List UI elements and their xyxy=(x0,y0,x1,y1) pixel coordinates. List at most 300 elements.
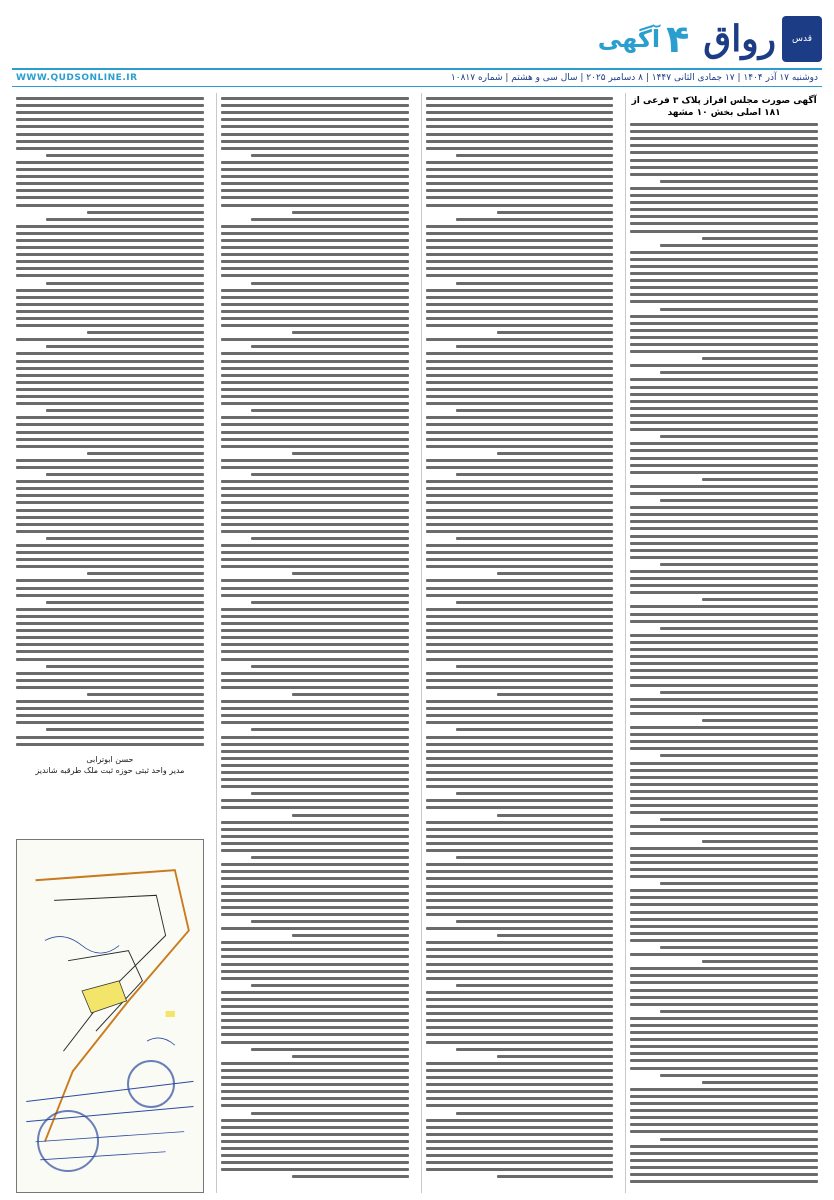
text-line xyxy=(426,1147,614,1150)
text-line xyxy=(221,260,409,263)
text-line xyxy=(426,927,614,930)
text-line xyxy=(660,308,818,311)
text-line xyxy=(46,282,204,285)
text-line xyxy=(221,1083,409,1086)
text-line xyxy=(221,1154,409,1157)
text-line xyxy=(630,1024,818,1027)
text-line xyxy=(630,875,818,878)
text-line xyxy=(221,367,409,370)
text-line xyxy=(16,679,204,682)
text-line xyxy=(16,416,204,419)
text-line xyxy=(292,934,408,937)
text-line xyxy=(221,494,409,497)
text-line xyxy=(221,955,409,958)
text-columns xyxy=(12,93,822,1193)
text-line xyxy=(426,643,614,646)
text-line xyxy=(221,757,409,760)
text-line xyxy=(221,303,409,306)
text-line xyxy=(221,948,409,951)
text-line xyxy=(16,147,204,150)
text-line xyxy=(426,445,614,448)
text-line xyxy=(702,1081,818,1084)
text-line xyxy=(456,218,614,221)
text-line xyxy=(221,842,409,845)
text-line xyxy=(630,918,818,921)
text-line xyxy=(221,686,409,689)
text-line xyxy=(221,544,409,547)
text-line xyxy=(221,870,409,873)
signature-title: مدیر واحد ثبتی حوزه ثبت ملک طرقبه شاندیز xyxy=(35,765,185,775)
text-line xyxy=(251,1048,409,1051)
text-line xyxy=(221,487,409,490)
text-line xyxy=(221,1097,409,1100)
text-line xyxy=(16,565,204,568)
text-line xyxy=(426,587,614,590)
text-line xyxy=(16,324,204,327)
text-line xyxy=(221,466,409,469)
column-2 xyxy=(421,93,618,1193)
website-link[interactable]: WWW.QUDSONLINE.IR xyxy=(16,73,138,83)
text-line xyxy=(221,416,409,419)
text-line xyxy=(221,771,409,774)
text-line xyxy=(426,118,614,121)
text-line xyxy=(87,572,203,575)
text-line xyxy=(630,747,818,750)
text-line xyxy=(426,622,614,625)
text-line xyxy=(46,537,204,540)
text-line xyxy=(251,345,409,348)
text-line xyxy=(456,728,614,731)
text-line xyxy=(16,168,204,171)
text-line xyxy=(221,587,409,590)
text-line xyxy=(426,501,614,504)
text-line xyxy=(660,691,818,694)
text-line xyxy=(630,1123,818,1126)
text-line xyxy=(630,939,818,942)
text-line xyxy=(630,896,818,899)
text-line xyxy=(426,899,614,902)
text-line xyxy=(16,395,204,398)
text-line xyxy=(221,594,409,597)
text-line xyxy=(221,707,409,710)
text-line xyxy=(702,357,818,360)
text-line xyxy=(426,516,614,519)
text-line xyxy=(426,523,614,526)
text-line xyxy=(221,509,409,512)
text-line xyxy=(426,1041,614,1044)
text-line xyxy=(630,130,818,133)
column-1-text xyxy=(630,123,818,1183)
text-line xyxy=(426,579,614,582)
text-line xyxy=(497,934,613,937)
text-line xyxy=(630,1116,818,1119)
text-line xyxy=(456,601,614,604)
text-line xyxy=(251,218,409,221)
text-line xyxy=(630,1109,818,1112)
text-line xyxy=(16,579,204,582)
text-line xyxy=(630,1017,818,1020)
text-line xyxy=(426,1140,614,1143)
text-line xyxy=(497,452,613,455)
text-line xyxy=(221,1062,409,1065)
ad-title: آگهی صورت مجلس افراز پلاک ۳ فرعی از ۱۸۱ اصلی بخش ۱۰ مشهد xyxy=(631,96,817,118)
text-line xyxy=(426,970,614,973)
text-line xyxy=(221,395,409,398)
text-line xyxy=(456,665,614,668)
text-line xyxy=(221,806,409,809)
column-2-text xyxy=(426,97,614,1178)
text-line xyxy=(292,814,408,817)
text-line xyxy=(630,144,818,147)
text-line xyxy=(426,125,614,128)
text-line xyxy=(221,1069,409,1072)
text-line xyxy=(630,641,818,644)
text-line xyxy=(660,499,818,502)
text-line xyxy=(221,97,409,100)
text-line xyxy=(630,222,818,225)
text-line xyxy=(426,615,614,618)
text-line xyxy=(426,246,614,249)
text-line xyxy=(221,523,409,526)
text-line xyxy=(292,1175,408,1178)
text-line xyxy=(426,771,614,774)
text-line xyxy=(16,111,204,114)
text-line xyxy=(16,636,204,639)
text-line xyxy=(630,457,818,460)
text-line xyxy=(660,244,818,247)
text-line xyxy=(16,721,204,724)
text-line xyxy=(456,282,614,285)
text-line xyxy=(426,1012,614,1015)
text-line xyxy=(426,1076,614,1079)
text-line xyxy=(16,140,204,143)
text-line xyxy=(456,856,614,859)
text-line xyxy=(426,658,614,661)
text-line xyxy=(221,381,409,384)
logo-block xyxy=(598,16,822,62)
text-line xyxy=(221,551,409,554)
text-line xyxy=(221,991,409,994)
text-line xyxy=(16,97,204,100)
text-line xyxy=(426,821,614,824)
text-line xyxy=(426,239,614,242)
text-line xyxy=(16,374,204,377)
text-line xyxy=(630,1102,818,1105)
text-line xyxy=(660,435,818,438)
text-line xyxy=(426,324,614,327)
text-line xyxy=(426,750,614,753)
text-line xyxy=(221,736,409,739)
text-line xyxy=(426,253,614,256)
text-line xyxy=(426,629,614,632)
text-line xyxy=(16,551,204,554)
text-line xyxy=(426,374,614,377)
text-line xyxy=(630,662,818,665)
text-line xyxy=(221,480,409,483)
text-line xyxy=(630,492,818,495)
text-line xyxy=(456,409,614,412)
text-line xyxy=(16,352,204,355)
text-line xyxy=(426,438,614,441)
text-line xyxy=(221,970,409,973)
text-line xyxy=(16,516,204,519)
text-line xyxy=(630,712,818,715)
text-line xyxy=(221,565,409,568)
text-line xyxy=(630,669,818,672)
text-line xyxy=(221,1076,409,1079)
text-line xyxy=(221,289,409,292)
text-line xyxy=(630,811,818,814)
text-line xyxy=(221,1119,409,1122)
text-line xyxy=(426,289,614,292)
text-line xyxy=(16,175,204,178)
text-line xyxy=(426,1097,614,1100)
text-line xyxy=(221,927,409,930)
text-line xyxy=(702,960,818,963)
text-line xyxy=(16,182,204,185)
text-line xyxy=(630,925,818,928)
text-line xyxy=(630,1130,818,1133)
text-line xyxy=(221,431,409,434)
text-line xyxy=(16,658,204,661)
text-line xyxy=(87,211,203,214)
text-line xyxy=(426,260,614,263)
text-line xyxy=(630,584,818,587)
text-line xyxy=(87,452,203,455)
text-line xyxy=(426,785,614,788)
text-line xyxy=(426,877,614,880)
text-line xyxy=(630,776,818,779)
text-line xyxy=(221,232,409,235)
text-line xyxy=(221,1161,409,1164)
text-line xyxy=(87,693,203,696)
text-line xyxy=(251,856,409,859)
text-line xyxy=(426,423,614,426)
text-line xyxy=(426,686,614,689)
text-line xyxy=(630,471,818,474)
text-line xyxy=(16,196,204,199)
text-line xyxy=(630,1159,818,1162)
text-line xyxy=(630,726,818,729)
text-line xyxy=(221,778,409,781)
official-stamp-1 xyxy=(37,1110,99,1172)
text-line xyxy=(426,367,614,370)
text-line xyxy=(630,804,818,807)
column-3 xyxy=(216,93,413,1193)
text-line xyxy=(660,818,818,821)
text-line xyxy=(426,395,614,398)
text-line xyxy=(630,549,818,552)
text-line xyxy=(16,310,204,313)
text-line xyxy=(630,506,818,509)
text-line xyxy=(221,849,409,852)
text-line xyxy=(221,785,409,788)
text-line xyxy=(426,416,614,419)
text-line xyxy=(221,608,409,611)
text-line xyxy=(221,658,409,661)
text-line xyxy=(221,1012,409,1015)
text-line xyxy=(456,920,614,923)
text-line xyxy=(497,211,613,214)
text-line xyxy=(16,431,204,434)
text-line xyxy=(630,1166,818,1169)
logo-seal: قدس xyxy=(782,16,822,62)
text-line xyxy=(221,672,409,675)
text-line xyxy=(426,679,614,682)
text-line xyxy=(16,707,204,710)
text-line xyxy=(426,175,614,178)
text-line xyxy=(426,352,614,355)
text-line xyxy=(16,643,204,646)
text-line xyxy=(16,615,204,618)
text-line xyxy=(630,684,818,687)
text-line xyxy=(221,516,409,519)
text-line xyxy=(221,1090,409,1093)
text-line xyxy=(426,1069,614,1072)
text-line xyxy=(630,868,818,871)
signature-block xyxy=(16,754,204,776)
text-line xyxy=(426,806,614,809)
text-line xyxy=(630,265,818,268)
text-line xyxy=(16,480,204,483)
text-line xyxy=(221,196,409,199)
text-line xyxy=(630,634,818,637)
text-line xyxy=(426,906,614,909)
text-line xyxy=(16,650,204,653)
text-line xyxy=(221,743,409,746)
text-line xyxy=(16,161,204,164)
text-line xyxy=(16,133,204,136)
text-line xyxy=(456,537,614,540)
text-line xyxy=(46,665,204,668)
page-number: ۴ xyxy=(666,17,690,61)
text-line xyxy=(426,799,614,802)
text-line xyxy=(251,282,409,285)
logo-wordmark: رواق xyxy=(703,18,776,60)
text-line xyxy=(630,407,818,410)
text-line xyxy=(630,1003,818,1006)
text-line xyxy=(16,189,204,192)
text-line xyxy=(16,381,204,384)
text-line xyxy=(426,1104,614,1107)
text-line xyxy=(16,509,204,512)
text-line xyxy=(221,835,409,838)
text-line xyxy=(221,175,409,178)
text-line xyxy=(630,1067,818,1070)
text-line xyxy=(221,118,409,121)
text-line xyxy=(630,832,818,835)
text-line xyxy=(426,991,614,994)
text-line xyxy=(426,551,614,554)
text-line xyxy=(630,620,818,623)
text-line xyxy=(426,892,614,895)
text-line xyxy=(660,627,818,630)
text-line xyxy=(660,563,818,566)
text-line xyxy=(221,310,409,313)
text-line xyxy=(630,230,818,233)
text-line xyxy=(426,736,614,739)
text-line xyxy=(630,513,818,516)
text-line xyxy=(292,331,408,334)
text-line xyxy=(292,693,408,696)
text-line xyxy=(426,232,614,235)
text-line xyxy=(426,672,614,675)
text-line xyxy=(221,821,409,824)
text-line xyxy=(660,946,818,949)
text-line xyxy=(630,315,818,318)
text-line xyxy=(16,459,204,462)
text-line xyxy=(426,998,614,1001)
text-line xyxy=(46,601,204,604)
text-line xyxy=(630,449,818,452)
text-line xyxy=(497,693,613,696)
text-line xyxy=(426,1119,614,1122)
text-line xyxy=(292,211,408,214)
text-line xyxy=(630,903,818,906)
text-line xyxy=(630,421,818,424)
text-line xyxy=(221,253,409,256)
text-line xyxy=(630,336,818,339)
text-line xyxy=(426,764,614,767)
text-line xyxy=(630,251,818,254)
text-line xyxy=(426,161,614,164)
text-line xyxy=(221,161,409,164)
text-line xyxy=(426,743,614,746)
text-line xyxy=(221,246,409,249)
text-line xyxy=(630,1059,818,1062)
text-line xyxy=(426,636,614,639)
text-line xyxy=(630,378,818,381)
text-line xyxy=(426,828,614,831)
text-line xyxy=(426,1090,614,1093)
text-line xyxy=(251,728,409,731)
issue-line: دوشنبه ۱۷ آذر ۱۴۰۴ | ۱۷ جمادی الثانی ۱۴۴۷ | ۸ دسامبر ۲۰۲۵ | سال سی و هشتم | شماره ۱۰۸۱۷ xyxy=(450,73,818,83)
text-line xyxy=(426,757,614,760)
text-line xyxy=(251,920,409,923)
text-line xyxy=(16,629,204,632)
text-line xyxy=(426,700,614,703)
text-line xyxy=(630,520,818,523)
text-line xyxy=(16,622,204,625)
text-line xyxy=(221,906,409,909)
text-line xyxy=(221,445,409,448)
text-line xyxy=(221,629,409,632)
text-line xyxy=(221,885,409,888)
text-line xyxy=(426,721,614,724)
text-line xyxy=(426,1133,614,1136)
text-line xyxy=(16,530,204,533)
text-line xyxy=(426,835,614,838)
text-line xyxy=(221,438,409,441)
text-line xyxy=(16,608,204,611)
text-line xyxy=(456,792,614,795)
text-line xyxy=(426,225,614,228)
survey-map xyxy=(16,839,204,1193)
text-line xyxy=(16,289,204,292)
text-line xyxy=(426,459,614,462)
text-line xyxy=(630,981,818,984)
text-line xyxy=(221,1147,409,1150)
text-line xyxy=(426,317,614,320)
signature-name: حسن ابوترابی xyxy=(86,754,134,764)
text-line xyxy=(16,700,204,703)
text-line xyxy=(426,310,614,313)
text-line xyxy=(630,967,818,970)
text-line xyxy=(221,402,409,405)
text-line xyxy=(630,151,818,154)
text-line xyxy=(16,558,204,561)
text-line xyxy=(46,728,204,731)
